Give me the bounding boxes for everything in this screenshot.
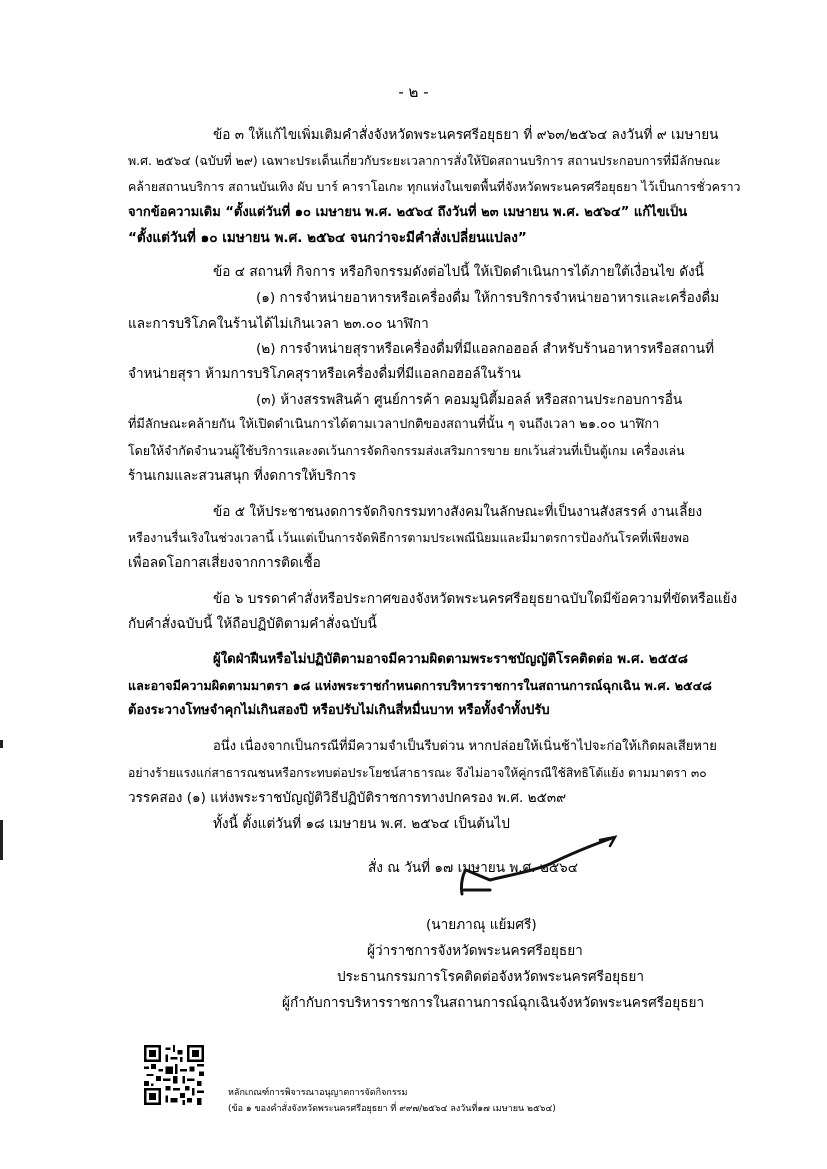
- order-date: สั่ง ณ วันที่ ๑๗ เมษายน พ.ศ. ๒๕๖๔: [368, 860, 579, 876]
- clause5-line: ข้อ ๕ ให้ประชาชนงดการจัดกิจกรรมทางสังคมในลักษณะที่เป็นงานสังสรรค์ งานเลี้ยง: [213, 504, 703, 520]
- signatory-title: ประธานกรรมการโรคติดต่อจังหวัดพระนครศรีอยุธยา: [337, 969, 644, 985]
- page-number: - ๒ -: [398, 83, 429, 101]
- urgency-line: อย่างร้ายแรงแก่สาธารณชนหรือกระทบต่อประโยชน์สาธารณะ จึงไม่อาจให้คู่กรณีใช้สิทธิโต้แย้ง ตามมาตรา ๓๐: [128, 766, 707, 780]
- urgency-line: วรรคสอง (๑) แห่งพระราชบัญญัติวิธีปฏิบัติราชการทางปกครอง พ.ศ. ๒๕๓๙: [128, 790, 567, 806]
- clause4-line: (๒) การจำหน่ายสุราหรือเครื่องดื่มที่มีแอลกอฮอล์ สำหรับร้านอาหารหรือสถานที่: [256, 341, 715, 357]
- clause4-line: ร้านเกมและสวนสนุก ที่งดการให้บริการ: [128, 468, 357, 484]
- clause4-line: และการบริโภคในร้านได้ไม่เกินเวลา ๒๓.๐๐ นาฬิกา: [128, 316, 429, 332]
- clause5-line: เพื่อลดโอกาสเสี่ยงจากการติดเชื้อ: [128, 555, 321, 571]
- qr-code-icon[interactable]: [144, 1045, 204, 1105]
- clause3-line: คล้ายสถานบริการ สถานบันเทิง ผับ บาร์ คาราโอเกะ ทุกแห่งในเขตพื้นที่จังหวัดพระนครศรีอยุธยา ไว้เป็นการชั่วคราว: [128, 179, 741, 194]
- page-edge-mark: [0, 820, 3, 860]
- page-edge-mark: [0, 740, 3, 748]
- clause6-line: ข้อ ๖ บรรดาคำสั่งหรือประกาศของจังหวัดพระนครศรีอยุธยาฉบับใดมีข้อความที่ขัดหรือแย้ง: [213, 591, 738, 607]
- signatory-title: ผู้ว่าราชการจังหวัดพระนครศรีอยุธยา: [367, 943, 583, 959]
- penalty-line: ผู้ใดฝ่าฝืนหรือไม่ปฏิบัติตามอาจมีความผิดตามพระราชบัญญัติโรคติดต่อ พ.ศ. ๒๕๕๘: [213, 652, 688, 667]
- clause6-line: กับคำสั่งฉบับนี้ ให้ถือปฏิบัติตามคำสั่งฉบับนี้: [128, 616, 377, 632]
- footnote-title: หลักเกณฑ์การพิจารณาอนุญาตการจัดกิจกรรม: [228, 1088, 408, 1098]
- footnote-reference: (ข้อ ๑ ของคำสั่งจังหวัดพระนครศรีอยุธยา ที่ ๙๙๗/๒๕๖๔ ลงวันที่๑๗ เมษายน ๒๕๖๔): [228, 1104, 556, 1114]
- clause4-line: ที่มีลักษณะคล้ายกัน ให้เปิดดำเนินการได้ตามเวลาปกติของสถานที่นั้น ๆ จนถึงเวลา ๒๑.๐๐ นาฬิกา: [128, 417, 660, 432]
- clause3-line: พ.ศ. ๒๕๖๔ (ฉบับที่ ๒๙) เฉพาะประเด็นเกี่ยวกับระยะเวลาการสั่งให้ปิดสถานบริการ สถานประกอบการที่มีลักษณะ: [128, 153, 721, 168]
- penalty-line: และอาจมีความผิดตามมาตรา ๑๘ แห่งพระราชกำหนดการบริหารราชการในสถานการณ์ฉุกเฉิน พ.ศ. ๒๕๔๘: [128, 678, 712, 693]
- clause4-heading: ข้อ ๔ สถานที่ กิจการ หรือกิจกรรมดังต่อไปนี้ ให้เปิดดำเนินการได้ภายใต้เงื่อนไข ดังนี้: [213, 264, 704, 280]
- clause5-line: หรืองานรื่นเริงในช่วงเวลานี้ เว้นแต่เป็นการจัดพิธีการตามประเพณีนิยมและมีมาตรการป้องกันโรคที่เพียงพอ: [128, 530, 690, 545]
- clause4-line: โดยให้จำกัดจำนวนผู้ใช้บริการและงดเว้นการจัดกิจกรรมส่งเสริมการขาย ยกเว้นส่วนที่เป็นตู้เกม เครื่องเล่น: [128, 443, 685, 458]
- clause3-line: จากข้อความเดิม “ตั้งแต่วันที่ ๑๐ เมษายน พ.ศ. ๒๕๖๔ ถึงวันที่ ๒๓ เมษายน พ.ศ. ๒๕๖๔” แก้ไขเป็น: [128, 205, 688, 220]
- clause4-line: (๓) ห้างสรรพสินค้า ศูนย์การค้า คอมมูนิตี้มอลล์ หรือสถานประกอบการอื่น: [256, 392, 683, 408]
- clause3-line: ข้อ ๓ ให้แก้ไขเพิ่มเติมคำสั่งจังหวัดพระนครศรีอยุธยา ที่ ๙๖๓/๒๕๖๔ ลงวันที่ ๙ เมษายน: [213, 127, 719, 143]
- clause4-line: (๑) การจำหน่ายอาหารหรือเครื่องดื่ม ให้การบริการจำหน่ายอาหารและเครื่องดื่ม: [256, 290, 720, 306]
- urgency-line: อนึ่ง เนื่องจากเป็นกรณีที่มีความจำเป็นรีบด่วน หากปล่อยให้เนิ่นช้าไปจะก่อให้เกิดผลเสียหาย: [213, 739, 717, 754]
- effective-date: ทั้งนี้ ตั้งแต่วันที่ ๑๘ เมษายน พ.ศ. ๒๕๖๔ เป็นต้นไป: [213, 816, 510, 832]
- penalty-line: ต้องระวางโทษจำคุกไม่เกินสองปี หรือปรับไม่เกินสี่หมื่นบาท หรือทั้งจำทั้งปรับ: [128, 703, 550, 718]
- signatory-name: (นายภาณุ แย้มศรี): [426, 917, 537, 933]
- signature-image: [450, 832, 625, 902]
- clause4-line: จำหน่ายสุรา ห้ามการบริโภคสุราหรือเครื่องดื่มที่มีแอลกอฮอล์ในร้าน: [128, 366, 521, 382]
- signatory-title: ผู้กำกับการบริหารราชการในสถานการณ์ฉุกเฉินจังหวัดพระนครศรีอยุธยา: [282, 995, 705, 1011]
- clause3-line: “ตั้งแต่วันที่ ๑๐ เมษายน พ.ศ. ๒๕๖๔ จนกว่าจะมีคำสั่งเปลี่ยนแปลง”: [128, 230, 527, 246]
